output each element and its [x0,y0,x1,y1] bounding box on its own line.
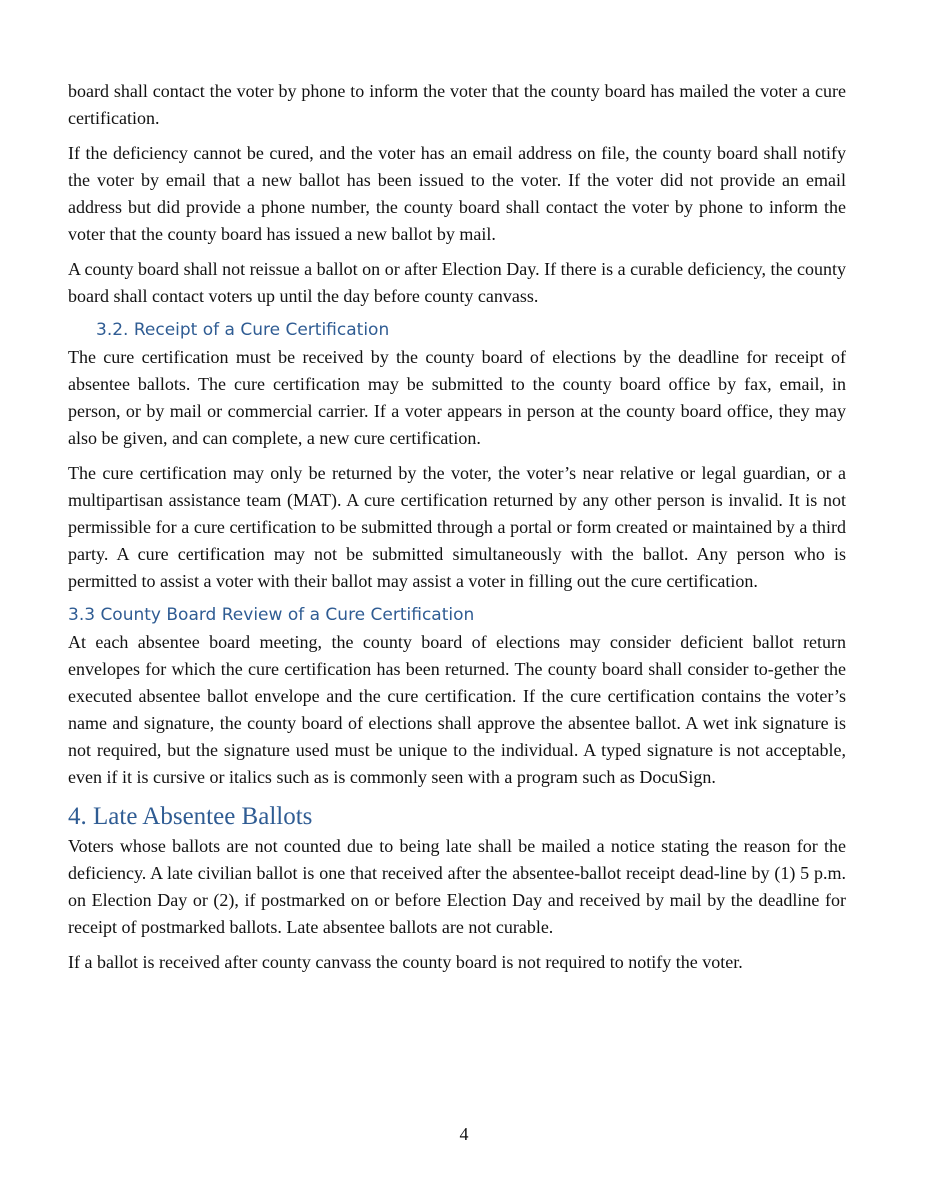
paragraph-contact-by-phone: board shall contact the voter by phone to inform the voter that the county board has mailed the voter a cure certification. [68,81,846,128]
page-number: 4 [459,1124,469,1144]
paragraph-no-reissue: A county board shall not reissue a ballot on or after Election Day. If there is a curable deficiency, the county board shall contact voters up until the day before county canvass. [68,259,846,306]
heading-4-late-ballots: 4. Late Absentee Ballots [68,803,313,830]
paragraph-board-review: At each absentee board meeting, the county board of elections may consider deficient ballot return envelopes for which the cure certification has been returned. The county board shall consider to-gether the executed absentee ballot envelope and the cure certification. If the cure certification contains the voter’s name and signature, the county board of elections shall approve the absentee ballot. A wet ink signature is not required, but the signature used must be unique to the individual. A typed signature is not acceptable, even if it is cursive or italics such as is commonly seen with a program such as DocuSign. [68,632,846,787]
heading-3-3-review: 3.3 County Board Review of a Cure Certification [68,605,475,625]
paragraph-return-by-voter: The cure certification may only be returned by the voter, the voter’s near relative or legal guardian, or a multipartisan assistance team (MAT). A cure certification returned by any other person is invalid. It is not permissible for a cure certification to be submitted through a portal or form created or maintained by a third party. A cure certification may not be submitted simultaneously with the ballot. Any person who is permitted to assist a voter with their ballot may assist a voter in filling out the cure certification. [68,463,846,591]
paragraph-receipt-deadline: The cure certification must be received by the county board of elections by the deadline for receipt of absentee ballots. The cure certification may be submitted to the county board office by fax, email, in person, or by mail or commercial carrier. If a voter appears in person at the county board office, they may also be given, and can complete, a new cure certification. [68,347,846,448]
paragraph-late-ballots: Voters whose ballots are not counted due to being late shall be mailed a notice stating the reason for the deficiency. A late civilian ballot is one that received after the absentee-ballot receipt dead-line by (1) 5 p.m. on Election Day or (2), if postmarked on or before Election Day and received by mail by the deadline for receipt of postmarked ballots. Late absentee ballots are not curable. [68,836,846,937]
paragraph-deficiency-not-cured: If the deficiency cannot be cured, and the voter has an email address on file, the county board shall notify the voter by email that a new ballot has been issued to the voter. If the voter did not provide an email address but did provide a phone number, the county board shall contact the voter by phone to inform the voter that the county board has issued a new ballot by mail. [68,143,846,244]
page-content [68,78,846,984]
paragraph-after-canvass: If a ballot is received after county canvass the county board is not required to notify the voter. [68,952,743,972]
heading-3-2-receipt: 3.2. Receipt of a Cure Certification [96,320,390,340]
